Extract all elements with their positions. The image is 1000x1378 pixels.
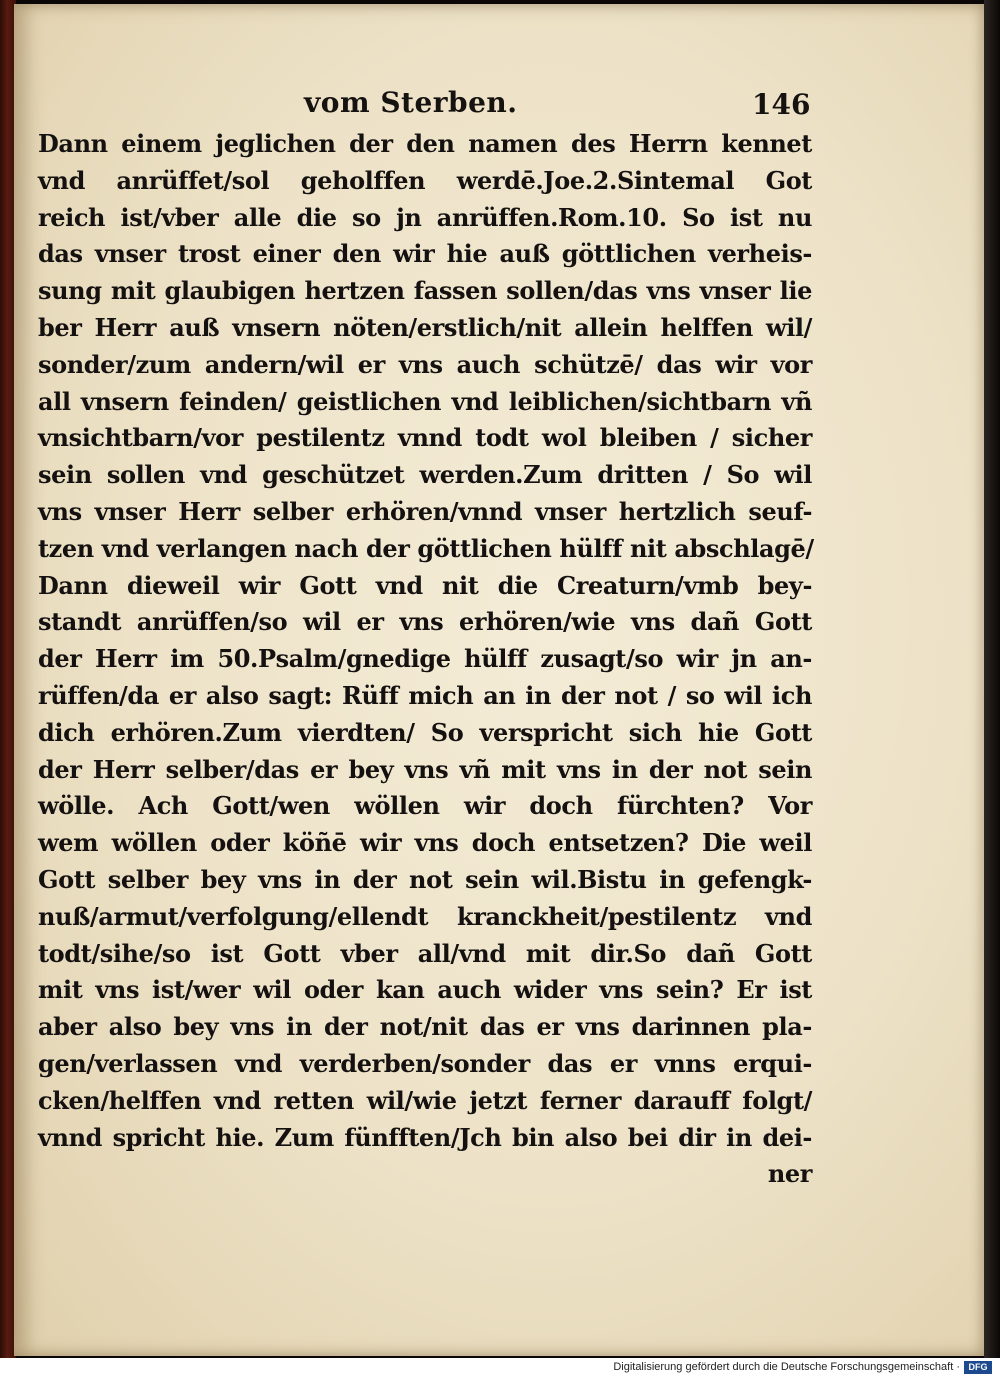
text-line: reich ist/vber alle die so jn anrüffen.Rom.10. So ist nu — [38, 202, 812, 232]
text-line: mit vns ist/wer wil oder kan auch wider vns sein? Er ist — [38, 975, 812, 1005]
funding-credit: Digitalisierung gefördert durch die Deutsche Forschungsgemeinschaft · — [613, 1361, 960, 1373]
text-line: dich erhören.Zum vierdten/ So verspricht sich hie Gott — [38, 717, 812, 747]
text-line: sung mit glaubigen hertzen fassen sollen/das vns vnser lie — [38, 276, 812, 306]
text-line: rüffen/da er also sagt: Rüff mich an in der not / so wil ich — [38, 680, 812, 710]
text-line: vns vnser Herr selber erhören/vnnd vnser hertzlich seuf- — [38, 496, 812, 526]
footer-bar — [0, 1358, 1000, 1378]
text-line: nuß/armut/verfolgung/ellendt kranckheit/pestilentz vnd — [38, 901, 812, 931]
text-line: todt/sihe/so ist Gott vber all/vnd mit dir.So dañ Gott — [38, 938, 812, 968]
text-line: tzen vnd verlangen nach der göttlichen hülff nit abschlagē/ — [38, 533, 814, 563]
page-edge-shadow — [984, 0, 1000, 1358]
text-line: wölle. Ach Gott/wen wöllen wir doch fürchten? Vor — [38, 791, 812, 821]
body-text — [38, 126, 812, 1193]
paper-page — [14, 4, 985, 1356]
running-title: vom Sterben. — [304, 86, 518, 119]
text-line: sein sollen vnd geschützet werden.Zum dritten / So wil — [38, 460, 812, 490]
text-line: das vnser trost einer den wir hie auß göttlichen verheis- — [38, 239, 812, 269]
text-line: standt anrüffen/so wil er vns erhören/wie vns dañ Gott — [38, 607, 812, 637]
text-line: aber also bey vns in der not/nit das er vns darinnen pla- — [38, 1012, 812, 1042]
text-line: vnd anrüffet/sol geholffen werdē.Joe.2.Sintemal Got — [38, 165, 812, 195]
text-line: der Herr selber/das er bey vns vñ mit vns in der not sein — [38, 754, 812, 784]
text-line: ner — [767, 1159, 812, 1189]
text-line: sonder/zum andern/wil er vns auch schützē/ das wir vor — [38, 349, 812, 379]
text-line: der Herr im 50.Psalm/gnedige hülff zusagt/so wir jn an- — [38, 644, 812, 674]
dfg-logo: DFG — [964, 1361, 992, 1374]
text-line: all vnsern feinden/ geistlichen vnd leiblichen/sichtbarn vñ — [38, 386, 812, 416]
text-line: wem wöllen oder köñē wir vns doch entsetzen? Die weil — [38, 828, 812, 858]
text-line: Gott selber bey vns in der not sein wil.Bistu in gefengk- — [38, 864, 812, 894]
text-line: gen/verlassen vnd verderben/sonder das er vnns erqui- — [38, 1048, 812, 1078]
text-line: ber Herr auß vnsern nöten/erstlich/nit allein helffen wil/ — [38, 312, 812, 342]
text-line: vnnd spricht hie. Zum fünfften/Jch bin also bei dir in dei- — [38, 1122, 812, 1152]
text-line: cken/helffen vnd retten wil/wie jetzt ferner darauff folgt/ — [38, 1085, 812, 1115]
text-line: Dann dieweil wir Gott vnd nit die Creaturn/vmb bey- — [38, 570, 812, 600]
page-number: 146 — [752, 88, 811, 121]
text-line: vnsichtbarn/vor pestilentz vnnd todt wol bleiben / sicher — [38, 423, 812, 453]
text-line: Dann einem jeglichen der den namen des Herrn kennet — [38, 129, 812, 158]
